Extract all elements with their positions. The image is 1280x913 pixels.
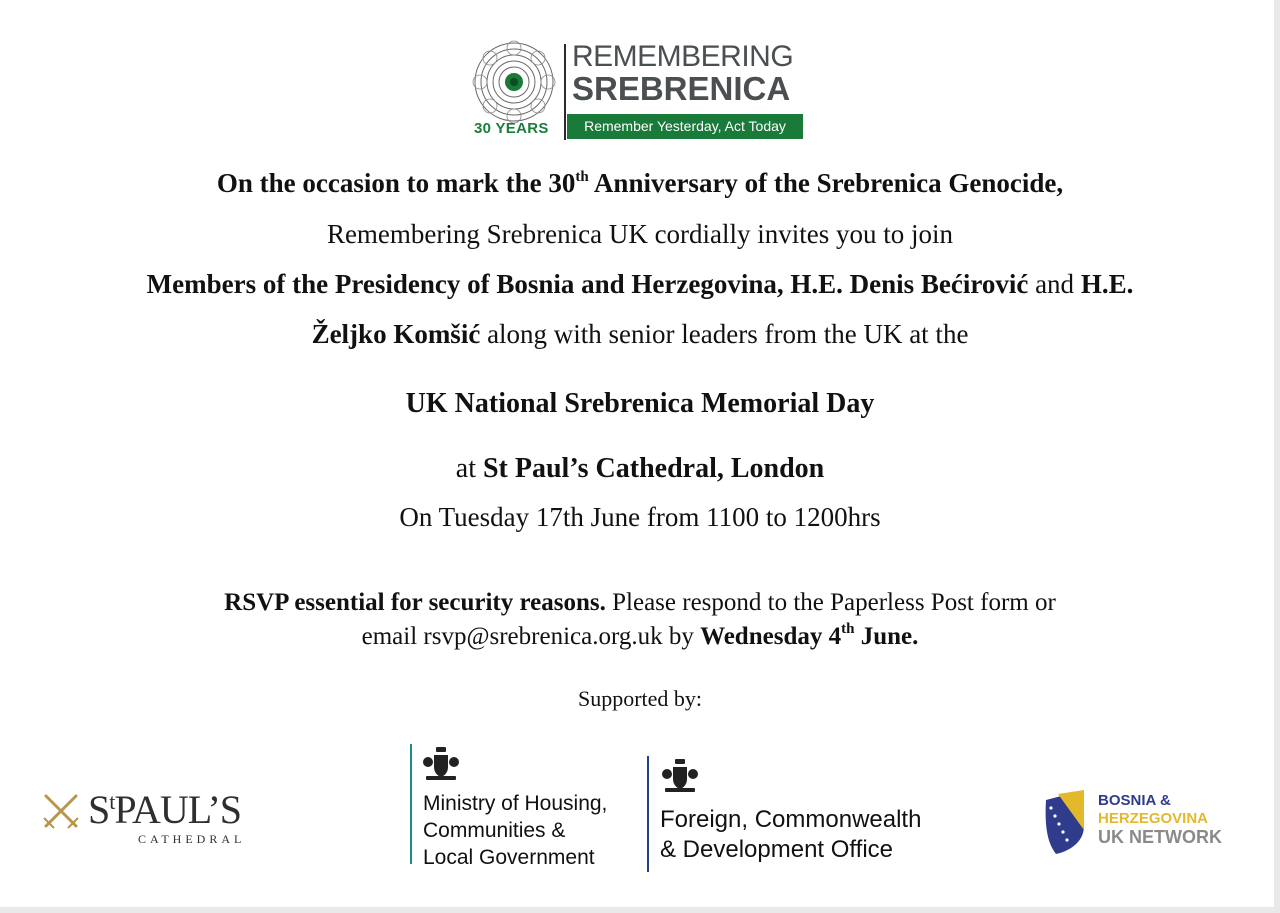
srebrenica-flower-icon xyxy=(472,40,556,124)
logo-title-line1: REMEMBERING xyxy=(572,40,794,73)
presidency-line: Members of the Presidency of Bosnia and Herzegovina, H.E. Denis Bećirović and H.E. xyxy=(146,269,1134,299)
royal-crest-icon xyxy=(422,746,460,782)
royal-crest-icon xyxy=(661,758,699,794)
fcdo-text: Foreign, Commonwealth & Development Office xyxy=(660,806,922,863)
bh-text: BOSNIA & HERZEGOVINA UK NETWORK xyxy=(1098,792,1222,847)
rsvp-deadline: Wednesday 4th June. xyxy=(700,621,919,650)
st-pauls-logo xyxy=(40,786,280,856)
datetime-line: On Tuesday 17th June from 1100 to 1200hrs xyxy=(399,502,881,532)
leaders-line: Željko Komšić along with senior leaders from the UK at the xyxy=(311,319,969,349)
occasion-line: On the occasion to mark the 30th Anniversary of the Srebrenica Genocide, xyxy=(216,168,1064,198)
venue-line: at St Paul’s Cathedral, London xyxy=(455,453,825,484)
supported-by-label: Supported by: xyxy=(577,686,703,711)
rsvp-line2: email rsvp@srebrenica.org.uk by Wednesday 4th June. xyxy=(361,621,919,650)
fcdo-bar xyxy=(647,756,649,872)
invite-line: Remembering Srebrenica UK cordially invites you to join xyxy=(326,219,954,249)
logo-divider xyxy=(564,44,566,140)
event-title: UK National Srebrenica Memorial Day xyxy=(405,388,875,419)
bh-uk-network-logo xyxy=(1036,786,1256,858)
mhclg-bar xyxy=(410,744,412,864)
bosnia-shield-icon xyxy=(1036,786,1094,856)
logo-tagline: Remember Yesterday, Act Today xyxy=(567,114,803,139)
st-pauls-subtitle: CATHEDRAL xyxy=(138,832,246,846)
remembering-srebrenica-logo xyxy=(472,40,812,144)
mhclg-logo xyxy=(410,744,645,869)
mhclg-text: Ministry of Housing, Communities & Local Government xyxy=(423,792,608,869)
rsvp-line1: RSVP essential for security reasons. Please respond to the Paperless Post form or xyxy=(224,589,1056,616)
st-pauls-name: $S^tPAUL’S$ xyxy=(88,787,242,832)
logo-years: 30 YEARS xyxy=(474,120,549,137)
crossed-swords-icon xyxy=(40,790,82,832)
logo-title-line2: SREBRENICA xyxy=(572,70,791,107)
fcdo-logo xyxy=(647,744,967,866)
